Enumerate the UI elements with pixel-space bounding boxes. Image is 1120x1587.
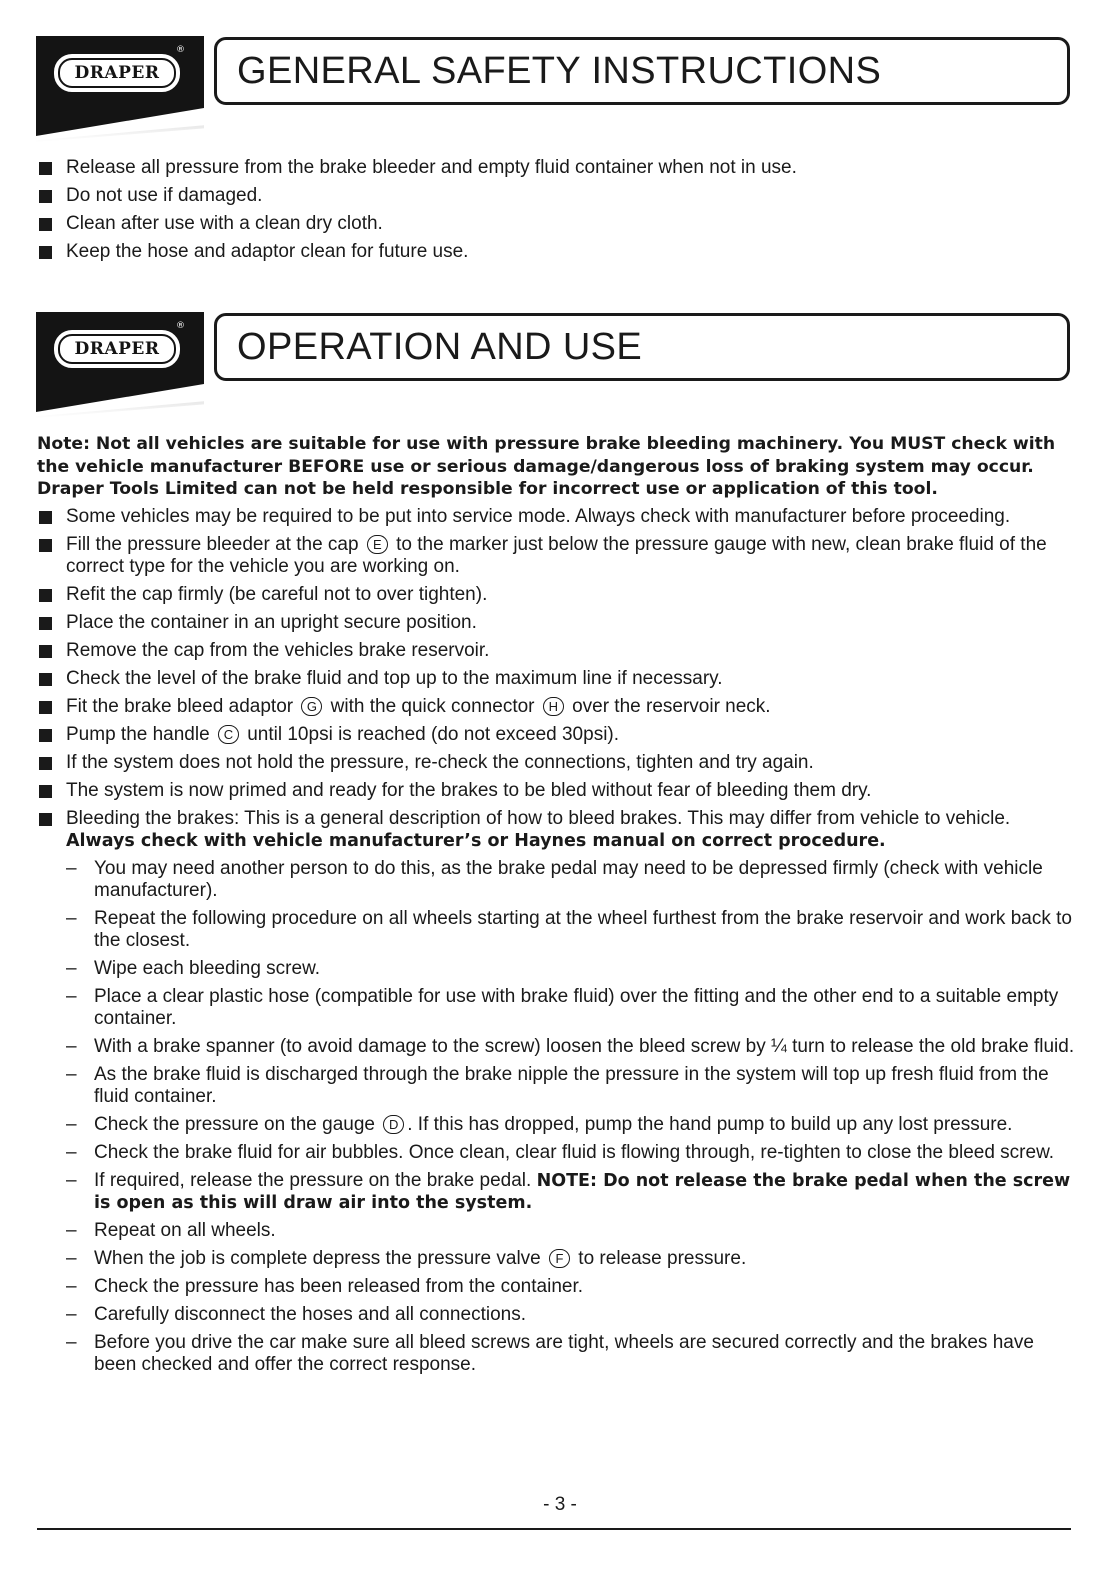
sub-list-item <box>38 1248 1078 1270</box>
item-text: When the job is complete depress the pressure valve <box>94 1248 541 1269</box>
draper-logo-text: DRAPER <box>58 58 176 88</box>
section-title-safety: GENERAL SAFETY INSTRUCTIONS <box>214 37 1070 105</box>
list-item: Keep the hose and adaptor clean for future use. <box>38 241 1078 263</box>
list-item: Check the level of the brake fluid and top up to the maximum line if necessary. <box>38 668 1078 690</box>
sub-list-item: – With a brake spanner (to avoid damage to the screw) loosen the bleed screw by ¼ turn to release the old brake fluid. <box>38 1036 1078 1058</box>
sub-list-item: – Check the pressure has been released from the container. <box>38 1276 1078 1298</box>
safety-header <box>36 36 1088 146</box>
item-bold-text: NOTE: Do not release the brake pedal when the screw is open as this will draw air into the system. <box>94 1171 1071 1213</box>
sub-list-item: – Check the brake fluid for air bubbles. Once clean, clear fluid is flowing through, re-tighten to close the bleed screw. <box>38 1142 1078 1164</box>
draper-logo <box>54 330 180 368</box>
sub-list-item: – Before you drive the car make sure all bleed screws are tight, wheels are secured correctly and the brakes have been checked and offer the correct response. <box>38 1332 1078 1376</box>
operation-list <box>38 506 1078 1382</box>
registered-mark: ® <box>176 45 185 55</box>
list-item: Release all pressure from the brake bleeder and empty fluid container when not in use. <box>38 157 1078 179</box>
item-text: Bleeding the brakes: This is a general description of how to bleed brakes. This may differ from vehicle to vehicle. <box>66 808 1011 829</box>
operation-header <box>36 312 1088 422</box>
item-text: Fit the brake bleed adaptor <box>66 696 294 717</box>
sub-list-item: – Repeat the following procedure on all wheels starting at the wheel furthest from the brake reservoir and work back to the closest. <box>38 908 1078 952</box>
item-text: Fill the pressure bleeder at the cap <box>66 534 359 555</box>
list-item: The system is now primed and ready for the brakes to be bled without fear of bleeding them dry. <box>38 780 1078 802</box>
item-text: . If this has dropped, pump the hand pump to build up any lost pressure. <box>407 1114 1013 1135</box>
list-item <box>38 808 1078 852</box>
part-ref-g: G <box>301 697 322 716</box>
sub-list-item: – Carefully disconnect the hoses and all connections. <box>38 1304 1078 1326</box>
sub-list-item <box>38 1170 1078 1214</box>
item-bold-text: Always check with vehicle manufacturer’s or Haynes manual on correct procedure. <box>66 831 886 851</box>
part-ref-d: D <box>383 1115 404 1134</box>
item-text: until 10psi is reached (do not exceed 30psi). <box>247 724 620 745</box>
item-text: to release pressure. <box>578 1248 747 1269</box>
item-text: with the quick connector <box>330 696 535 717</box>
item-text: Check the pressure on the gauge <box>94 1114 375 1135</box>
list-item: If the system does not hold the pressure, re-check the connections, tighten and try again. <box>38 752 1078 774</box>
sub-list-item: – Repeat on all wheels. <box>38 1220 1078 1242</box>
list-item: Some vehicles may be required to be put into service mode. Always check with manufacturer before proceeding. <box>38 506 1078 528</box>
item-text: If required, release the pressure on the brake pedal. <box>94 1170 532 1191</box>
section-title-operation: OPERATION AND USE <box>214 313 1070 381</box>
sub-list-item: – Wipe each bleeding screw. <box>38 958 1078 980</box>
item-text: Pump the handle <box>66 724 210 745</box>
sub-list-item: – You may need another person to do this, as the brake pedal may need to be depressed firmly (check with vehicle manufacturer). <box>38 858 1078 902</box>
sub-list-item: – As the brake fluid is discharged through the brake nipple the pressure in the system will top up fresh fluid from the fluid container. <box>38 1064 1078 1108</box>
part-ref-h: H <box>543 697 564 716</box>
sub-list-item <box>38 1114 1078 1136</box>
registered-mark: ® <box>176 321 185 331</box>
part-ref-f: F <box>549 1249 570 1268</box>
draper-logo <box>54 54 180 92</box>
part-ref-e: E <box>367 535 388 554</box>
list-item <box>38 534 1078 578</box>
page-number: - 3 - <box>543 1494 577 1515</box>
list-item <box>38 724 1078 746</box>
safety-list <box>38 157 1078 269</box>
draper-logo-text: DRAPER <box>58 334 176 364</box>
part-ref-c: C <box>218 725 239 744</box>
list-item <box>38 696 1078 718</box>
manufacturer-note: Note: Not all vehicles are suitable for use with pressure brake bleeding machinery. You MUST check with the vehicle manufacturer BEFORE use or serious damage/dangerous loss of braking system may occur. Draper Tools Limited can not be held responsible for incorrect use or application of this tool. <box>37 434 1056 499</box>
list-item: Remove the cap from the vehicles brake reservoir. <box>38 640 1078 662</box>
item-text: to the marker just below the pressure gauge with new, clean brake fluid of the correct type for the vehicle you are working on. <box>66 534 1047 577</box>
footer-divider <box>37 1528 1071 1530</box>
list-item: Do not use if damaged. <box>38 185 1078 207</box>
list-item: Refit the cap firmly (be careful not to over tighten). <box>38 584 1078 606</box>
list-item: Place the container in an upright secure position. <box>38 612 1078 634</box>
item-text: over the reservoir neck. <box>572 696 771 717</box>
sub-list-item: – Place a clear plastic hose (compatible for use with brake fluid) over the fitting and the other end to a suitable empty container. <box>38 986 1078 1030</box>
list-item: Clean after use with a clean dry cloth. <box>38 213 1078 235</box>
